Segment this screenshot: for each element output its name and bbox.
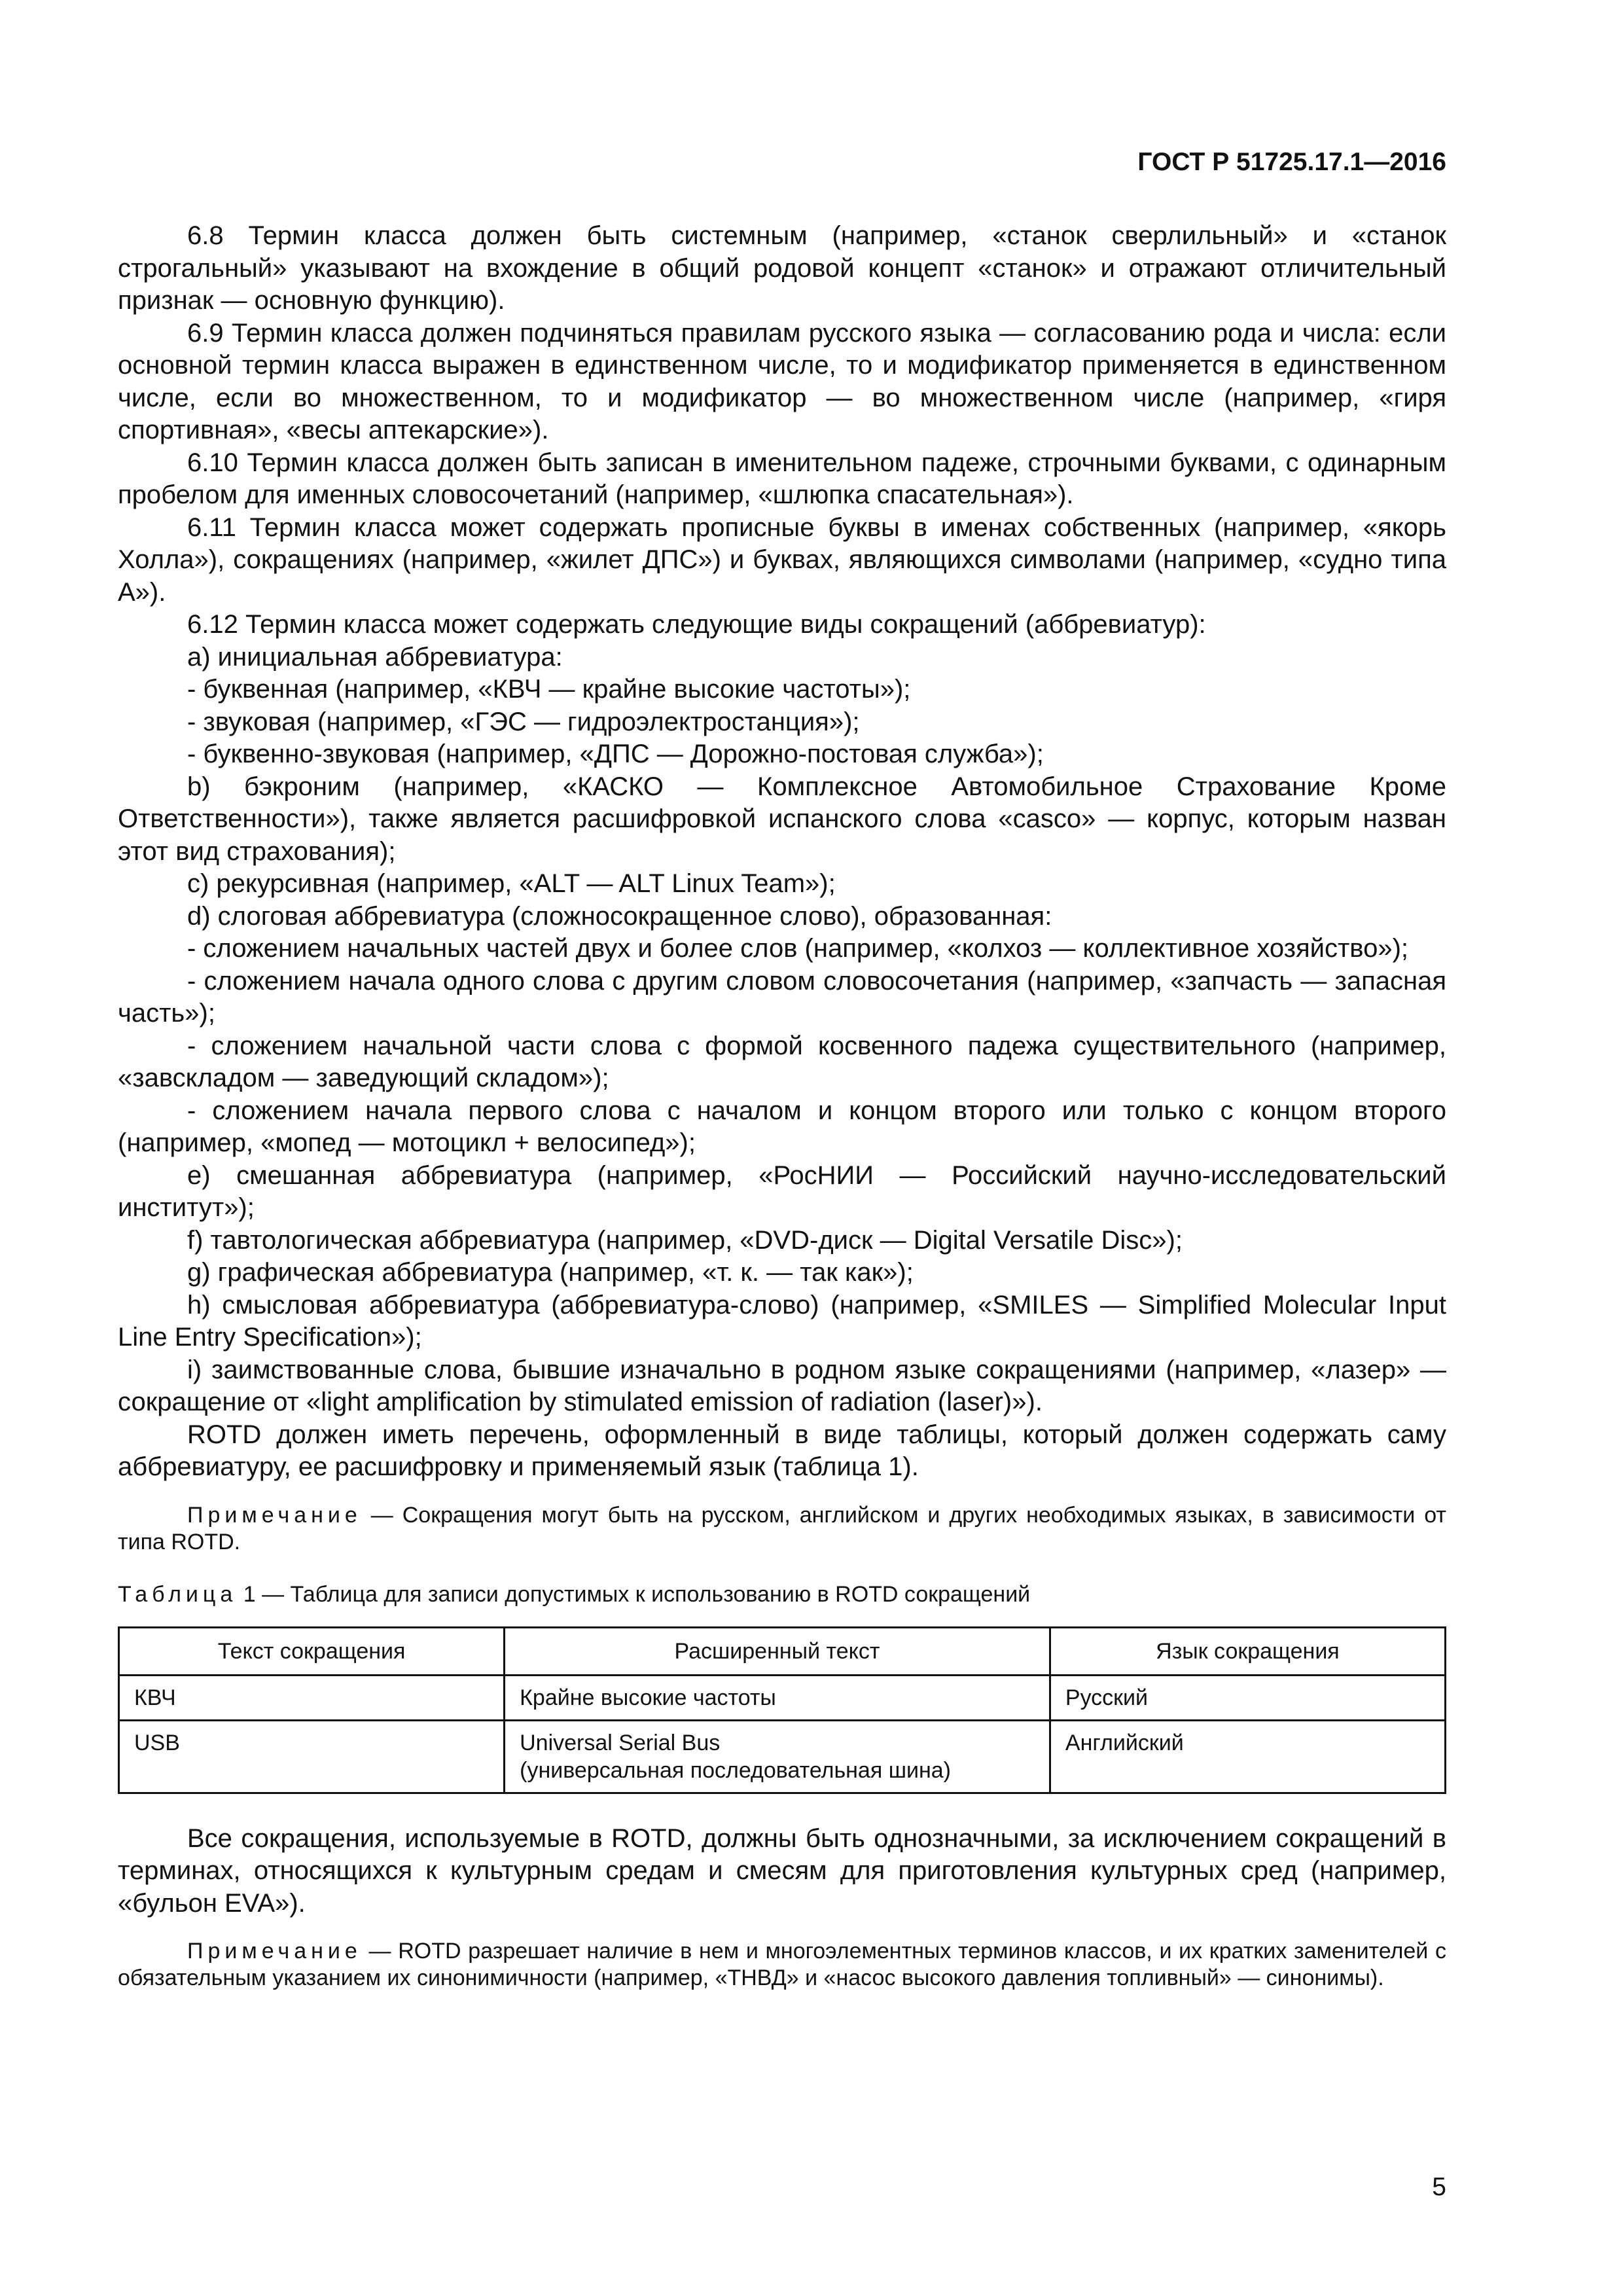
paragraph-after-table: Все сокращения, используемые в ROTD, должны быть однозначными, за исключением сокращений в терминах, относящихся к культурным средам и смесям для приготовления культурных сред (например, «бульон EVA»). bbox=[118, 1823, 1446, 1918]
list-subitem-a1: - буквенная (например, «КВЧ — крайне высокие частоты»); bbox=[187, 675, 911, 704]
note-1-text: — Сокращения могут быть на русском, английском и других необходимых языках, в зависимости от типа ROTD. bbox=[118, 1502, 1446, 1554]
note-1-label: Примечание bbox=[187, 1502, 362, 1528]
note-2-text: — ROTD разрешает наличие в нем и многоэлементных терминов классов, и их кратких заменителей с обязательным указанием их синонимичности (например, «ТНВД» и «насос высокого давления топливный» — синонимы). bbox=[118, 1939, 1446, 1990]
note-1 bbox=[118, 1502, 1446, 1556]
note-2-label: Примечание bbox=[187, 1939, 362, 1964]
list-item-d: d) слоговая аббревиатура (сложносокращенное слово), образованная: bbox=[187, 901, 1052, 931]
paragraph-6-9: 6.9 Термин класса должен подчиняться правилам русского языка — согласованию рода и числа: если основной термин класса выражен в единственном числе, то и модификатор применяется в единственном числе, если во множественном, то и модификатор — во множественном числе (например, «гиря спортивная», «весы аптекарские»). bbox=[118, 318, 1446, 444]
paragraph-6-8: 6.8 Термин класса должен быть системным (например, «станок сверлильный» и «станок строгальный» указывают на вхождение в общий родовой концепт «станок» и отражают отличительный признак — основную функцию). bbox=[118, 221, 1446, 315]
table-cell-lang: Русский bbox=[1050, 1675, 1445, 1720]
table-header-row bbox=[119, 1627, 1446, 1675]
list-subitem-d3: - сложением начальной части слова с формой косвенного падежа существительного (например, «завскладом — заведующий складом»); bbox=[118, 1031, 1446, 1092]
table-cell-expanded: Крайне высокие частоты bbox=[505, 1675, 1050, 1720]
table-cell-abbr: КВЧ bbox=[119, 1675, 505, 1720]
list-item-b: b) бэкроним (например, «КАСКО — Комплексное Автомобильное Страхование Кроме Ответственности»), также является расшифровкой испанского слова «casco» — корпус, которым назван этот вид страхования); bbox=[118, 772, 1446, 866]
table-caption-label: Таблица bbox=[118, 1581, 238, 1607]
list-item-i: i) заимствованные слова, бывшие изначально в родном языке сокращениями (например, «лазер» — сокращение от «light amplification by stimulated emission of radiation (laser)»). bbox=[118, 1355, 1446, 1416]
list-item-f: f) тавтологическая аббревиатура (например, «DVD-диск — Digital Versatile Disc»); bbox=[187, 1225, 1183, 1255]
table-cell-expanded bbox=[505, 1720, 1050, 1793]
list-subitem-d4: - сложением начала первого слова с началом и концом второго или только с концом второго (например, «мопед — мотоцикл + велосипед»); bbox=[118, 1096, 1446, 1157]
table-cell-lang: Английский bbox=[1050, 1720, 1445, 1793]
table-row bbox=[119, 1675, 1446, 1720]
note-2 bbox=[118, 1938, 1446, 1992]
table-caption bbox=[118, 1581, 1446, 1608]
table-caption-text: 1 — Таблица для записи допустимых к использованию в ROTD сокращений bbox=[237, 1581, 1031, 1607]
list-item-e: e) смешанная аббревиатура (например, «РосНИИ — Российский научно-исследовательский институт»); bbox=[118, 1160, 1446, 1222]
list-subitem-d1: - сложением начальных частей двух и более слов (например, «колхоз — коллективное хозяйство»); bbox=[187, 934, 1409, 963]
list-subitem-d2: - сложением начала одного слова с другим словом словосочетания (например, «запчасть — запасная часть»); bbox=[118, 966, 1446, 1028]
paragraph-6-11: 6.11 Термин класса может содержать прописные буквы в именах собственных (например, «якорь Холла»), сокращениях (например, «жилет ДПС») и буквах, являющихся символами (например, «судно типа А»). bbox=[118, 512, 1446, 607]
list-item-a: а) инициальная аббревиатура: bbox=[187, 642, 563, 672]
list-subitem-a2: - звуковая (например, «ГЭС — гидроэлектростанция»); bbox=[187, 707, 860, 736]
list-item-h: h) смысловая аббревиатура (аббревиатура-слово) (например, «SMILES — Simplified Molecular Input Line Entry Specification»); bbox=[118, 1290, 1446, 1352]
list-item-g: g) графическая аббревиатура (например, «т. к. — так как»); bbox=[187, 1258, 914, 1287]
list-subitem-a3: - буквенно-звуковая (например, «ДПС — Дорожно-постовая служба»); bbox=[187, 740, 1044, 768]
table-header-cell: Язык сокращения bbox=[1050, 1627, 1445, 1675]
paragraph-6-10: 6.10 Термин класса должен быть записан в именительном падеже, строчными буквами, с одинарным пробелом для именных словосочетаний (например, «шлюпка спасательная»). bbox=[118, 448, 1446, 509]
table-cell-expanded-line: (универсальная последовательная шина) bbox=[520, 1757, 951, 1783]
page-number: 5 bbox=[1432, 2173, 1446, 2201]
paragraph-6-12: 6.12 Термин класса может содержать следующие виды сокращений (аббревиатур): bbox=[187, 610, 1206, 639]
table-row bbox=[119, 1720, 1446, 1793]
table-cell-abbr: USB bbox=[119, 1720, 505, 1793]
table-header-cell: Текст сокращения bbox=[119, 1627, 505, 1675]
abbreviations-table bbox=[118, 1626, 1446, 1794]
table-header-cell: Расширенный текст bbox=[505, 1627, 1050, 1675]
document-header: ГОСТ Р 51725.17.1—2016 bbox=[1137, 148, 1446, 176]
paragraph-rotd-list: ROTD должен иметь перечень, оформленный в виде таблицы, который должен содержать саму аббревиатуру, ее расшифровку и применяемый язык (таблица 1). bbox=[118, 1420, 1446, 1481]
document-body bbox=[118, 220, 1446, 2005]
table-cell-expanded-line: Universal Serial Bus bbox=[520, 1730, 721, 1755]
list-item-c: c) рекурсивная (например, «ALT — ALT Linux Team»); bbox=[187, 869, 836, 898]
